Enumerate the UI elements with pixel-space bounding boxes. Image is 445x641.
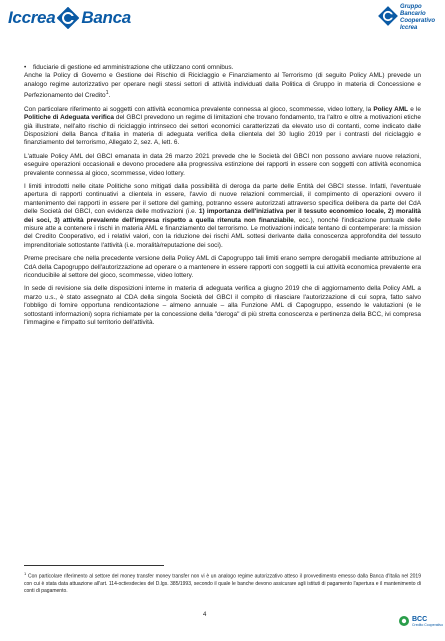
logo-word-iccrea: Iccrea (8, 8, 56, 27)
p2-text-e: del GBCI prevedono un regime di limitazioni che trovano fondamento, tra l'altro e oltre a motivazioni etiche già illustrate, nell'alto rischio di riciclaggio intrinseco dei settori economici caratterizzati da elevato uso di contanti, come indicato dalle Disposizioni della Banca d'Italia in materia di adeguata verifica della clientela del 30 luglio 2019 per i contrasti del riciclaggio e finanziamento del terrorismo, Allegato 2, sez. A, lett. 6. (24, 114, 421, 147)
gbci-logo-text (400, 4, 435, 32)
paragraph-precedente-versione: Preme precisare che nella precedente versione della Policy AML di Capogruppo tali limiti erano sempre derogabili mediante attribuzione al CdA della Capogruppo dell'autorizzazione ad operare o a mantenere in essere rapporti con soggetti la cui attività economica prevalente era riconducibile al settore del gioco, scommesse, video lottery. (24, 255, 421, 280)
paragraph-limiti-deroga (24, 183, 421, 250)
paragraph-gioco-scommesse (24, 106, 421, 148)
p4-bold-motivazioni: 1) importanza dell'iniziativa per il tessuto economico locale, 2) moralità dei soci, 3) attività prevalente dell'impresa rispetto a quella ritenuta non finanziabile (24, 208, 421, 224)
bcc-logo (398, 615, 443, 627)
footnote (24, 570, 421, 595)
footnote-text: Con particolare riferimento al settore del money transfer money transfer non vi è un analogo regime autorizzativo atteso il provvedimento emesso dalla Banca d'Italia nel 2019 con cui è stata data attuazione all'art. 114-octiesdecies del D.lgs. 385/1993, secondo il quale le banche devono assicurare agli istituti di pagamento l'apertura e il mantenimento di conti di pagamento. (24, 573, 421, 594)
footnote-divider (24, 565, 164, 566)
p4-text-a: I limiti introdotti nelle citate Politiche sono mitigati dalla possibilità di deroga da parte delle Entità del GBCI stesse. Infatti, l'eventuale apertura di rapporti continuativi a clientela in essere, l'avvio di nuove relazioni commerciali, il compimento di operazioni ovvero il mantenimento dei rapporti in essere per il settore del gaming, potranno essere autorizzati attraverso specifica delibera da parte del CdA delle Società del GBCI, con evidenza delle motivazioni (i.e. (24, 183, 421, 216)
gbci-line-1: Gruppo (400, 4, 422, 10)
p2-text-c: e le (408, 105, 421, 113)
iccrea-banca-logo (8, 5, 131, 31)
logo-word-banca: Banca (81, 8, 131, 27)
p2-bold-politiche: Politiche di Adeguata verifica (24, 114, 114, 122)
gruppo-bancario-logo (378, 4, 442, 34)
footnote-ref: 1 (105, 90, 109, 97)
gbci-line-4: Iccrea (400, 25, 418, 31)
p2-text-a: Con particolare riferimento ai soggetti con attività economica prevalente connessa al gioco, scommesse, video lottery, la (24, 105, 374, 113)
list-item (24, 64, 421, 72)
p1-text: Anche la Policy di Governo e Gestione dei Rischio di Riciclaggio e Finanziamento al Terrorismo (di seguito Policy AML) prevede un analogo regime autorizzativo per operare negli stessi settori di attività individuati dalla Politica di Gruppo in materia di Concessione e Perfezionamento del Credito (24, 72, 421, 100)
gbci-logo-icon (378, 6, 398, 28)
bullet-text: fiduciarie di gestione ed amministrazione che utilizzano conti omnibus. (33, 64, 234, 71)
bcc-logo-title: BCC (412, 615, 428, 623)
page-header (0, 0, 445, 40)
gbci-line-2: Bancario (400, 11, 426, 17)
paragraph-attuale-policy: L'attuale Policy AML del GBCI emanata in data 26 marzo 2021 prevede che le Società del GBCI non possono avviare nuove relazioni, eseguire operazioni occasionali e devono procedere alla progressiva estinzione dei rapporti in essere con soggetti con attività economica prevalente connessa al gioco, scommesse, video lottery. (24, 152, 421, 177)
document-body (24, 64, 421, 333)
gbci-line-3: Cooperativo (400, 18, 436, 24)
p1-end: . (108, 92, 111, 100)
bcc-logo-subtitle: Credito Cooperativo (412, 622, 444, 627)
iccrea-logo-icon (57, 7, 79, 29)
page-number: 4 (203, 612, 207, 618)
footnote-number: 1 (24, 571, 27, 576)
paragraph-revisione: In sede di revisione sia delle disposizioni interne in materia di adeguata verifica a giugno 2019 che di aggiornamento della Policy AML a marzo u.s., è stato assegnato al CDA della singola Società del GBCI il compito di rilasciare l'autorizzazione di cui sopra, fatto salvo l'obbligo di fornire opportuna rendicontazione – almeno annuale – alla Funzione AML di Capogruppo, essendo le valutazioni (e le sottostanti informazioni) sopra richiamate per la concessione della "deroga" di più stretta conoscenza e pertinenza della BCC, ivi compresa l'immagine e l'impatto sul territorio dell'attività. (24, 285, 421, 327)
bullet-icon: • (24, 64, 27, 71)
bcc-logo-icon (398, 615, 410, 627)
p2-bold-policy-aml: Policy AML (373, 105, 409, 113)
paragraph-policy-aml (24, 72, 421, 100)
p4-text-c: , ecc.), nonché l'indicazione puntuale delle misure atte a contenere i rischi in materia AML e finanziamento del terrorismo. Le motivazioni indicate tentano di contemperare: la mission del Credito Cooperativo, ed i relativi valori, con la riduzione dei rischi AML sottesi derivante dalla conoscenza approfondita del tessuto imprenditoriale sottostante l'attività (i.e. moralità/reputazione dei soci). (24, 216, 421, 249)
